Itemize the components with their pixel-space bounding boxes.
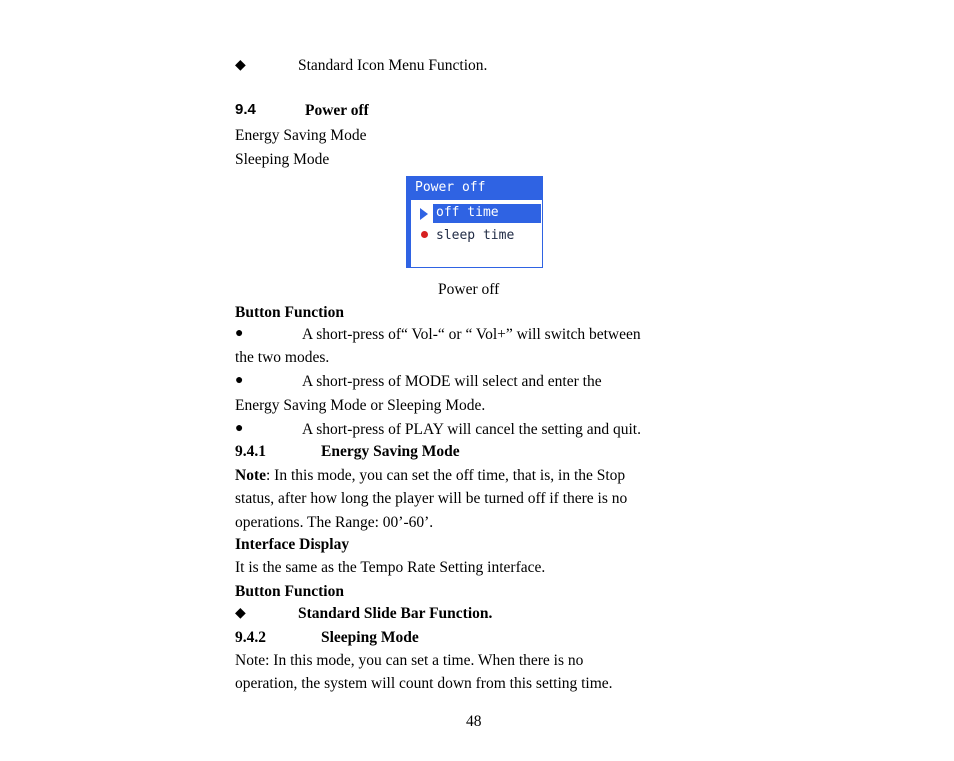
button-bullet-1-line2: the two modes. [235,349,330,366]
button-function-2-bullet: Standard Slide Bar Function. [298,605,493,622]
diamond-bullet-icon: ◆ [235,58,246,73]
button-bullet-2-line1: A short-press of MODE will select and enter the [302,373,602,390]
diamond-bullet-icon: ◆ [235,606,246,621]
round-bullet-icon: ● [235,373,244,388]
figure-caption: Power off [438,281,500,298]
selection-arrow-icon [420,208,428,220]
note-941-line2: status, after how long the player will be turned off if there is no [235,490,628,507]
note-941-line3: operations. The Range: 00’-60’. [235,514,434,531]
menu-item-sleep-time: sleep time [436,228,515,243]
section-9-4-number: 9.4 [235,101,256,118]
section-9-4-1-number: 9.4.1 [235,443,266,460]
note-942-line2: operation, the system will count down from this setting time. [235,675,613,692]
round-bullet-icon: ● [235,421,244,436]
mode-energy-saving: Energy Saving Mode [235,127,367,144]
note-941-line1-text: : In this mode, you can set the off time, that is, in the Stop [266,467,626,484]
interface-display-text: It is the same as the Tempo Rate Setting interface. [235,559,546,576]
device-screen-title: Power off [415,180,486,195]
button-function-heading-2: Button Function [235,583,344,600]
mode-sleeping: Sleeping Mode [235,151,330,168]
section-9-4-2-number: 9.4.2 [235,629,266,646]
device-menu-panel [411,200,542,267]
page-number: 48 [466,713,482,730]
power-off-device-screen [406,176,543,268]
button-function-heading: Button Function [235,304,344,321]
menu-item-off-time: off time [433,204,541,223]
round-bullet-icon: ● [235,326,244,341]
button-bullet-2-line2: Energy Saving Mode or Sleeping Mode. [235,397,486,414]
note-label: Note [235,467,266,484]
interface-display-heading: Interface Display [235,536,350,553]
note-942-line1: Note: In this mode, you can set a time. When there is no [235,652,584,669]
note-941-line1 [235,466,625,486]
button-bullet-1-line1: A short-press of“ Vol-“ or “ Vol+” will switch between [302,326,641,343]
button-bullet-3-line1: A short-press of PLAY will cancel the setting and quit. [302,421,641,438]
intro-bullet-text: Standard Icon Menu Function. [298,57,488,74]
section-9-4-2-title: Sleeping Mode [321,629,419,646]
red-dot-icon [421,231,428,238]
section-9-4-1-title: Energy Saving Mode [321,443,460,460]
section-9-4-title: Power off [305,102,369,119]
